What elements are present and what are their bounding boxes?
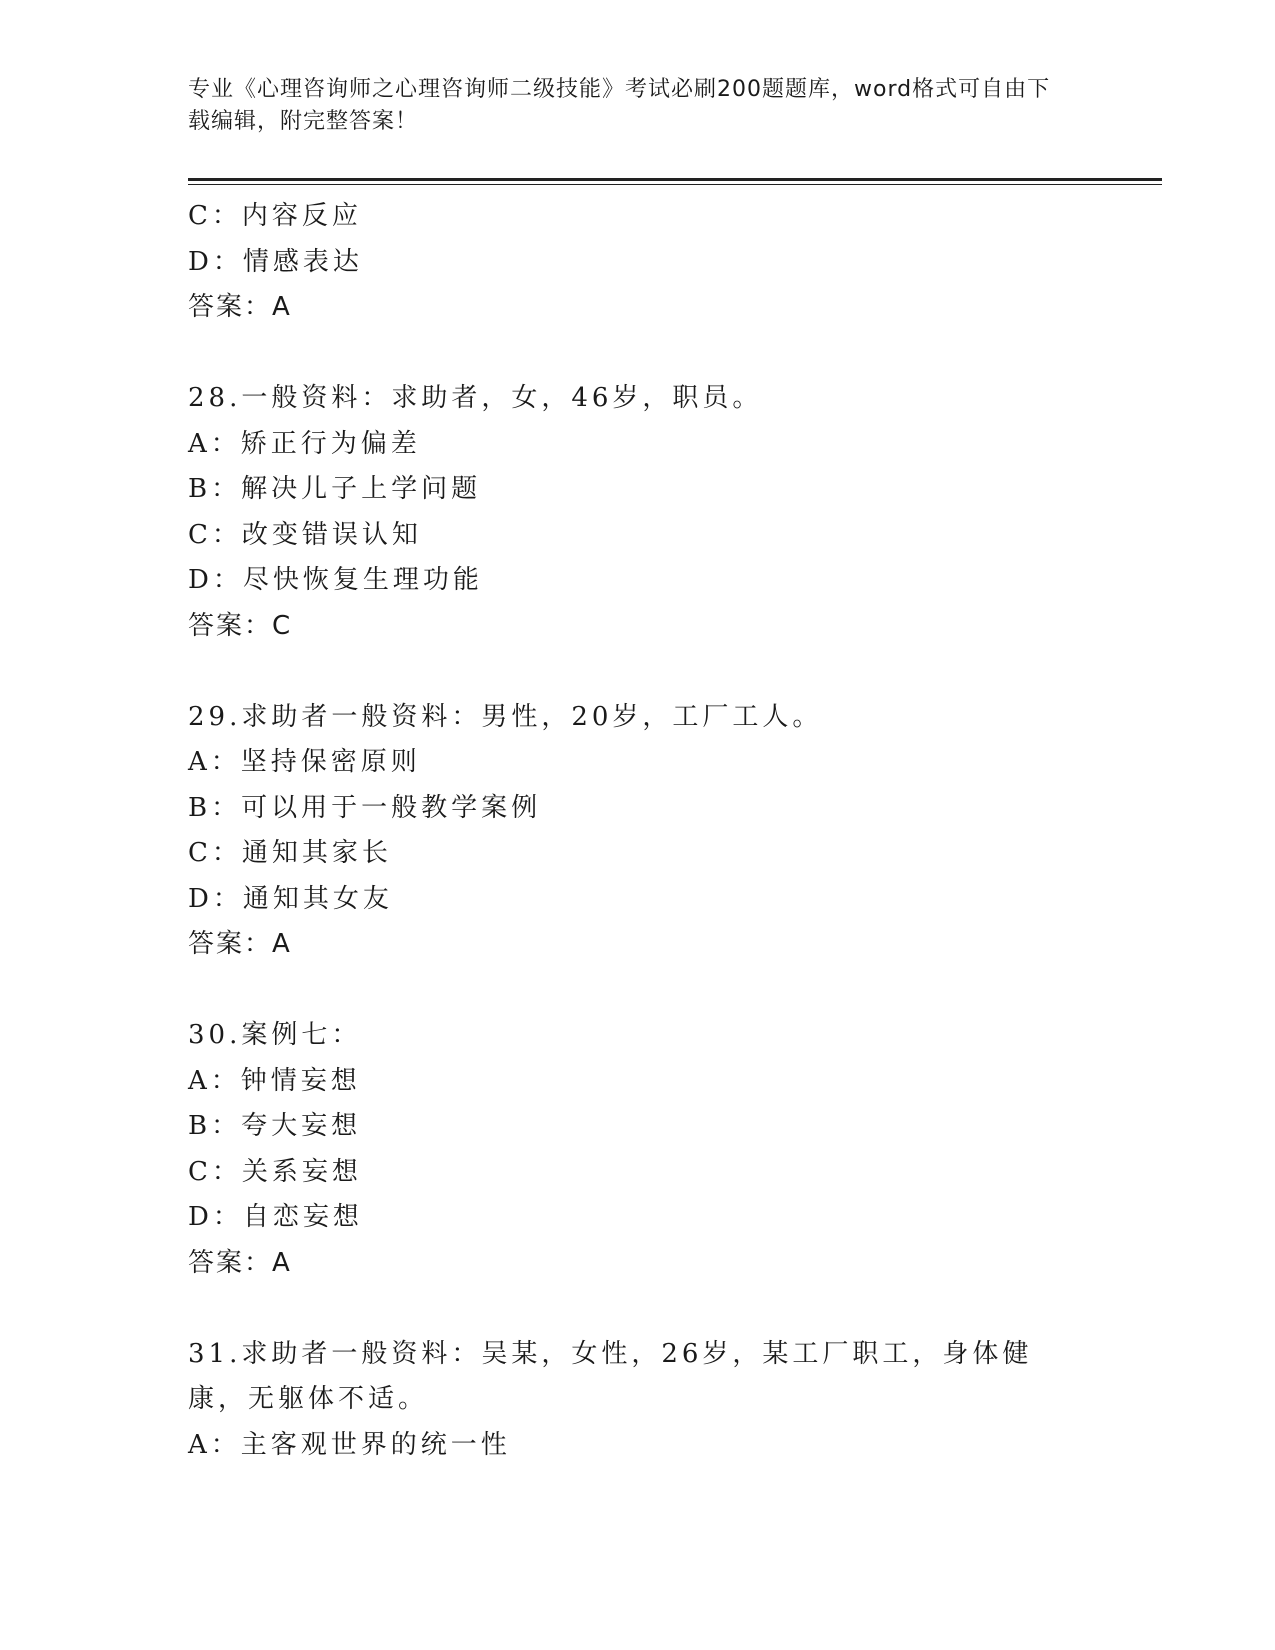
question-stem: 31.求助者一般资料：吴某，女性，26岁，某工厂职工，身体健康，无躯体不适。 <box>188 1338 1033 1414</box>
question-stem: 29.求助者一般资料：男性，20岁，工厂工人。 <box>188 701 823 732</box>
question-28 <box>188 376 1088 649</box>
option-a: A：钟情妄想 <box>188 1065 361 1096</box>
option-d: D：尽快恢复生理功能 <box>188 565 483 595</box>
option-c: C：改变错误认知 <box>188 519 422 550</box>
option-d: D：情感表达 <box>188 246 363 277</box>
spacer <box>188 1286 1088 1332</box>
option-c: C：内容反应 <box>188 201 362 231</box>
option-c: C：通知其家长 <box>188 838 392 868</box>
option-a: A：坚持保密原则 <box>188 747 421 777</box>
option-a: A：矫正行为偏差 <box>188 428 421 459</box>
question-29 <box>188 695 1088 968</box>
spacer <box>188 649 1088 695</box>
option-d: D：通知其女友 <box>188 883 393 914</box>
question-list <box>188 194 1088 1468</box>
option-b: B：解决儿子上学问题 <box>188 474 482 504</box>
answer-line: 答案：A <box>188 292 292 322</box>
option-d: D：自恋妄想 <box>188 1202 363 1232</box>
answer-line: 答案：A <box>188 929 292 959</box>
question-continued <box>188 194 1088 331</box>
header-divider-thick <box>188 178 1162 181</box>
spacer <box>188 968 1088 1014</box>
question-stem: 28.一般资料：求助者，女，46岁，职员。 <box>188 383 763 413</box>
answer-line: 答案：C <box>188 610 293 641</box>
spacer <box>188 331 1088 377</box>
document-header: 专业《心理咨询师之心理咨询师二级技能》考试必刷200题题库，word格式可自由下载编辑，附完整答案！ <box>188 77 1051 134</box>
question-stem: 30.案例七： <box>188 1020 362 1050</box>
option-a: A：主客观世界的统一性 <box>188 1429 511 1460</box>
option-b: B：可以用于一般教学案例 <box>188 792 542 823</box>
option-c: C：关系妄想 <box>188 1156 362 1187</box>
answer-line: 答案：A <box>188 1247 292 1278</box>
question-30 <box>188 1013 1088 1286</box>
header-divider-thin <box>188 184 1162 185</box>
option-b: B：夸大妄想 <box>188 1111 362 1141</box>
question-31 <box>188 1332 1088 1469</box>
